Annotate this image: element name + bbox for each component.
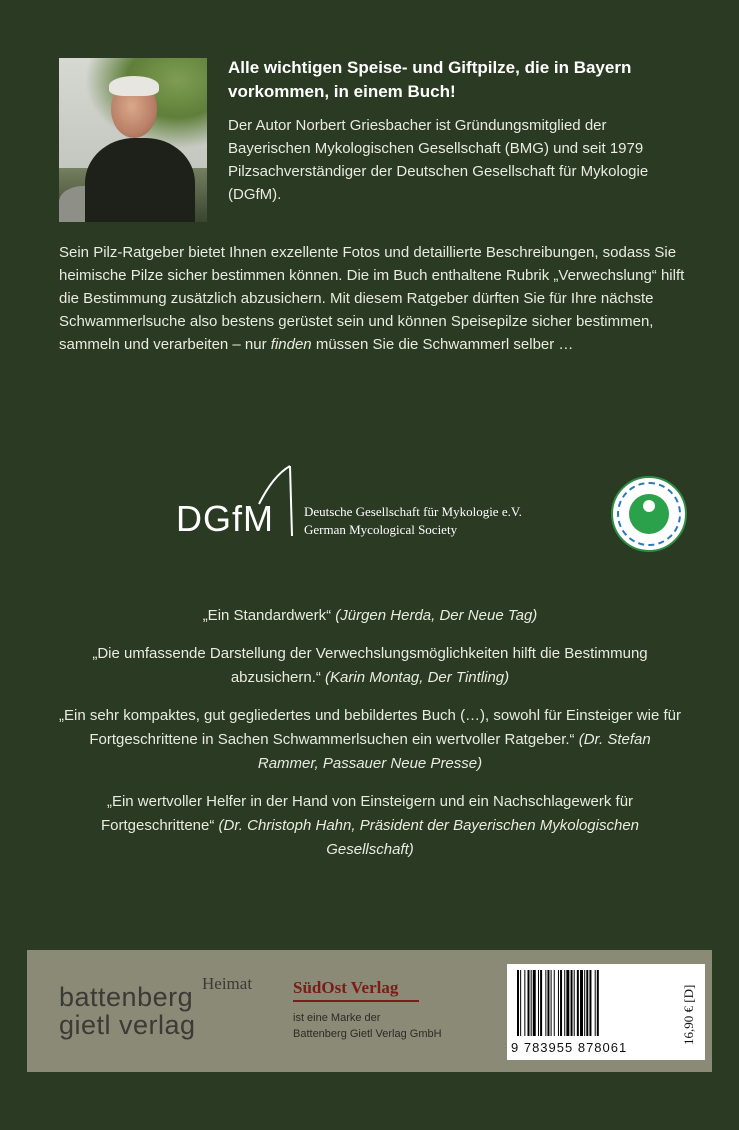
main-text-part2: müssen Sie die Schwammerl selber … [311, 336, 574, 353]
quote-text: „Die umfassende Darstellung der Verwechslungsmöglichkeiten hilft die Bestimmung abzusichern.“ [92, 645, 648, 686]
quote-item [59, 604, 681, 628]
quote-text: „Ein wertvoller Helfer in der Hand von Einsteigern und ein Nachschlagewerk für Fortgeschrittene“ [100, 793, 634, 834]
main-text-emphasis: finden [270, 336, 312, 353]
publisher-heimat: Heimat [202, 974, 253, 993]
publisher-battenberg: battenberg [59, 982, 194, 1012]
isbn-number: 9 783955 878061 [511, 1040, 628, 1055]
quote-source: (Karin Montag, Der Tintling) [325, 669, 510, 686]
barcode-bars [515, 970, 675, 1038]
publisher-footer [27, 950, 712, 1072]
quote-source: (Jürgen Herda, Der Neue Tag) [335, 607, 538, 624]
isbn-barcode [507, 964, 705, 1060]
quote-item [59, 642, 681, 690]
review-quotes [59, 604, 681, 876]
dgfm-logo-text: DGfM [176, 498, 274, 539]
dgfm-name-de: Deutsche Gesellschaft für Mykologie e.V. [304, 504, 522, 519]
main-text-part1: Sein Pilz-Ratgeber bietet Ihnen exzellente Fotos und detaillierte Beschreibungen, sodass Sie heimische Pilze sicher bestimmen können. Die im Buch enthaltene Rubrik „Verwechslung“ hilft die Bestimmung zusätzlich abzusichern. Mit diesem Ratgeber dürften Sie für Ihre nächste Schwammerlsuche also bestens gerüstet sein und können Speisepilze sicher bestimmen, sammeln und verarbeiten – nur [59, 244, 685, 353]
intro-title: Alle wichtigen Speise- und Giftpilze, die in Bayern vorkommen, in einem Buch! [228, 58, 632, 101]
quote-source: (Dr. Stefan Rammer, Passauer Neue Presse) [257, 731, 651, 772]
price-label: 16,90 € [D] [681, 984, 696, 1046]
eco-seal-dot [643, 500, 655, 512]
eco-seal-icon [611, 476, 687, 552]
quote-item [59, 704, 681, 776]
quote-item [59, 790, 681, 862]
dgfm-name-en: German Mycological Society [304, 522, 458, 537]
brand-note-line1: ist eine Marke der [293, 1012, 381, 1024]
dgfm-logo-block [176, 460, 596, 550]
brand-note-line2: Battenberg Gietl Verlag GmbH [293, 1028, 442, 1040]
main-text [59, 241, 699, 356]
photo-person-hair [109, 76, 159, 96]
intro-text: Der Autor Norbert Griesbacher ist Gründungsmitglied der Bayerischen Mykologischen Gesellschaft (BMG) und seit 1979 Pilzsachverständiger der Deutschen Gesellschaft für Mykologie (DGfM). [228, 117, 649, 203]
quote-source: (Dr. Christoph Hahn, Präsident der Bayerischen Mykologischen Gesellschaft) [218, 817, 639, 858]
publisher-gietl: gietl verlag [59, 1010, 196, 1040]
photo-person-body [85, 138, 195, 222]
sudost-underline [293, 1000, 419, 1002]
quote-text: „Ein sehr kompaktes, gut gegliedertes und bebildertes Buch (…), sowohl für Einsteiger wie für Fortgeschrittene in Sachen Schwammerlsuchen ein wertvoller Ratgeber.“ [59, 707, 681, 748]
quote-text: „Ein Standardwerk“ [202, 607, 336, 624]
author-photo [59, 58, 207, 222]
sudost-verlag-logo: SüdOst Verlag [293, 978, 399, 997]
